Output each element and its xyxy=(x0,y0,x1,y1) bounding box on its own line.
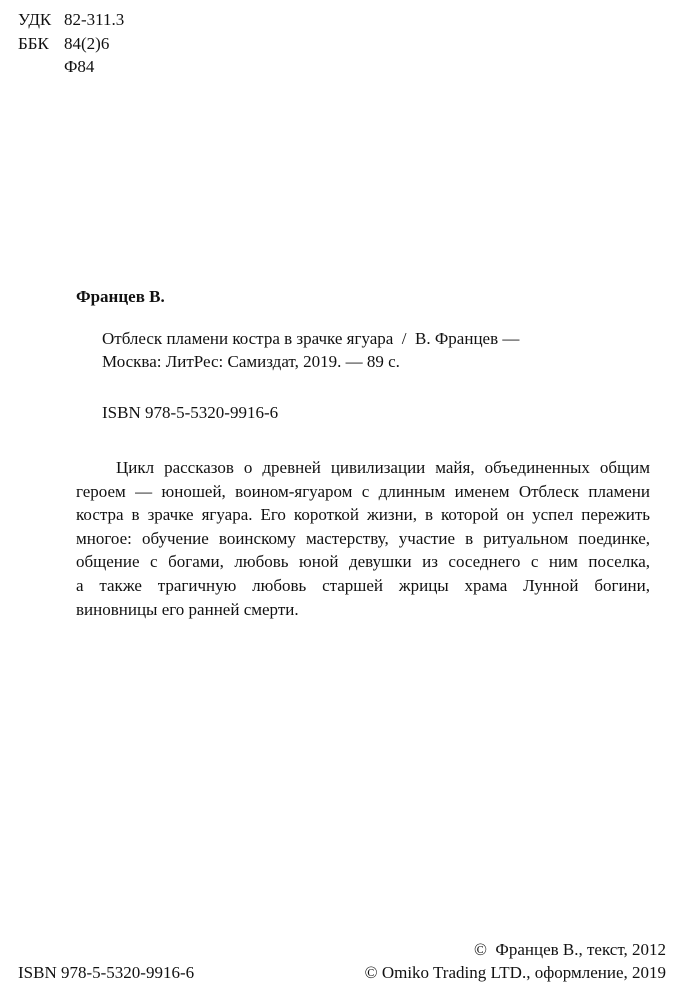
annotation-line: костра в зрачке ягуара. Его короткой жизни, в которой он успел пережить xyxy=(76,505,650,525)
bbk-value: 84(2)6 xyxy=(64,34,110,53)
annotation-line: а также трагичную любовь старшей жрицы храма Лунной богини, xyxy=(76,575,650,595)
bbk-label: ББК xyxy=(18,34,49,53)
annotation-line: общение с богами, любовь юной девушки из соседнего с ним поселка, xyxy=(76,552,650,572)
annotation-line: Цикл рассказов о древней цивилизации майя, объединенных общим xyxy=(116,458,650,477)
author-sign: Ф84 xyxy=(64,57,95,76)
annotation-line: многое: обучение воинскому мастерству, участие в ритуальном поединке, xyxy=(76,528,650,548)
isbn-footer: ISBN 978-5-5320-9916-6 xyxy=(18,963,195,982)
publication-line: Москва: ЛитРес: Самиздат, 2019. — 89 с. xyxy=(102,352,400,371)
copyright-text: © Францев В., текст, 2012 xyxy=(473,940,666,959)
udk-value: 82-311.3 xyxy=(64,10,125,29)
annotation-paragraph xyxy=(76,456,650,621)
author-heading: Францев В. xyxy=(76,287,165,306)
copyright-design: © Omiko Trading LTD., оформление, 2019 xyxy=(364,963,666,982)
annotation-line: героем — юношей, воином-ягуаром с длинным именем Отблеск пламени xyxy=(76,481,650,501)
title-line: Отблеск пламени костра в зрачке ягуара / В. Францев — xyxy=(102,329,520,348)
udk-label: УДК xyxy=(18,10,52,29)
annotation-line: виновницы его ранней смерти. xyxy=(76,599,299,619)
isbn-main: ISBN 978-5-5320-9916-6 xyxy=(102,403,279,422)
